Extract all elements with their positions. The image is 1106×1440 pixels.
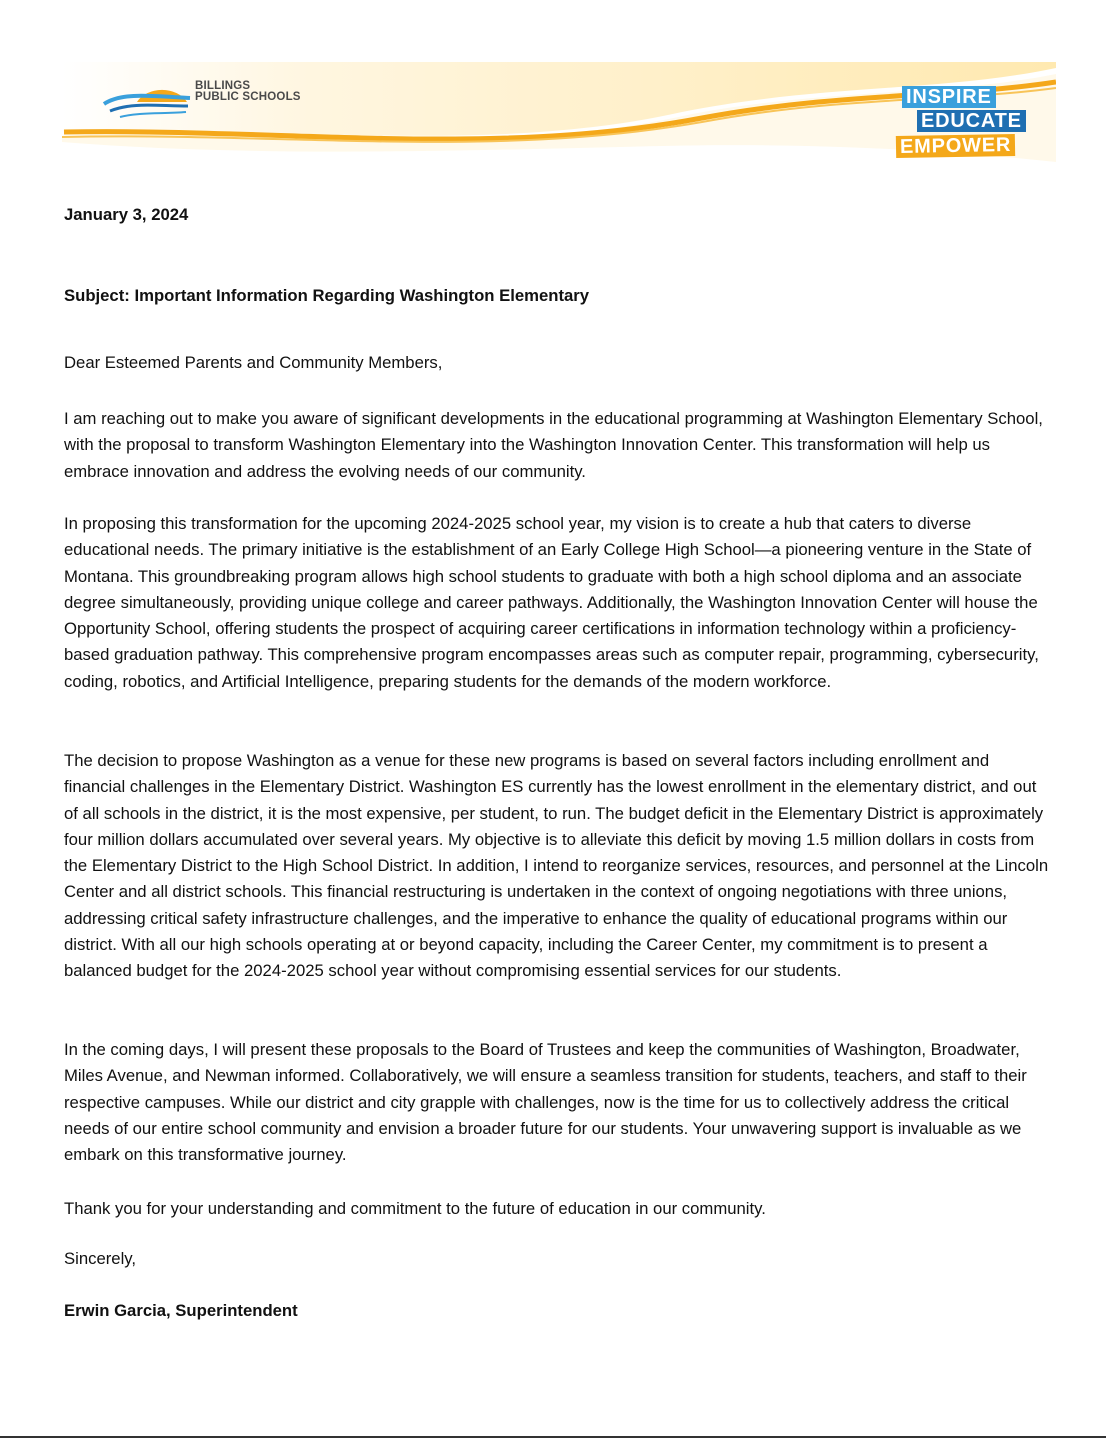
letter-date: January 3, 2024 (64, 205, 189, 224)
motto-inspire: INSPIRE (902, 86, 996, 108)
letterhead (62, 62, 1056, 172)
paragraph-1: I am reaching out to make you aware of significant developments in the educational programming at Washington Elementary School, with the proposal to transform Washington Elementary into the Washington Innovation Center. This transformation will help us embrace innovation and address the evolving needs of our community. (64, 409, 1043, 481)
organization-name-line2: PUBLIC SCHOOLS (195, 91, 301, 103)
motto-badge (896, 84, 1071, 164)
letter-closing: Sincerely, (64, 1249, 137, 1268)
motto-empower: EMPOWER (896, 134, 1016, 158)
letter-signature: Erwin Garcia, Superintendent (64, 1301, 298, 1320)
organization-name-line1: BILLINGS (195, 80, 251, 92)
organization-name (195, 81, 301, 103)
paragraph-3: The decision to propose Washington as a venue for these new programs is based on several factors including enrollment and financial challenges in the Elementary District. Washington ES currently has the lowest enrollment in the elementary district, and out of all schools in the district, it is the most expensive, per student, to run. The budget deficit in the Elementary District is approximately four million dollars accumulated over several years. My objective is to alleviate this deficit by moving 1.5 million dollars in costs from the Elementary District to the High School District. In addition, I intend to reorganize services, resources, and personnel at the Lincoln Center and all district schools. This financial restructuring is undertaken in the context of ongoing negotiations with three unions, addressing critical safety infrastructure challenges, and the imperative to enhance the quality of educational programs within our district. With all our high schools operating at or beyond capacity, including the Career Center, my commitment is to present a balanced budget for the 2024-2025 school year without compromising essential services for our students. (64, 751, 1049, 981)
paragraph-4: In the coming days, I will present these proposals to the Board of Trustees and keep the communities of Washington, Broadwater, Miles Avenue, and Newman informed. Collaboratively, we will ensure a seamless transition for students, teachers, and staff to their respective campuses. While our district and city grapple with challenges, now is the time for us to collectively address the critical needs of our entire school community and envision a broader future for our students. Your unwavering support is invaluable as we embark on this transformative journey. (64, 1040, 1027, 1165)
paragraph-5: Thank you for your understanding and commitment to the future of education in our community. (64, 1199, 766, 1218)
letter-subject: Subject: Important Information Regarding Washington Elementary (64, 286, 590, 305)
motto-educate: EDUCATE (917, 110, 1026, 132)
page-bottom-border (0, 1436, 1106, 1438)
letter-greeting: Dear Esteemed Parents and Community Members, (64, 353, 443, 372)
paragraph-2: In proposing this transformation for the upcoming 2024-2025 school year, my vision is to create a hub that caters to diverse educational needs. The primary initiative is the establishment of an Early College High School—a pioneering venture in the State of Montana. This groundbreaking program allows high school students to graduate with both a high school diploma and an associate degree simultaneously, providing unique college and career pathways. Additionally, the Washington Innovation Center will house the Opportunity School, offering students the prospect of acquiring career certifications in information technology within a proficiency-based graduation pathway. This comprehensive program encompasses areas such as computer repair, programming, cybersecurity, coding, robotics, and Artificial Intelligence, preparing students for the demands of the modern workforce. (64, 514, 1039, 691)
